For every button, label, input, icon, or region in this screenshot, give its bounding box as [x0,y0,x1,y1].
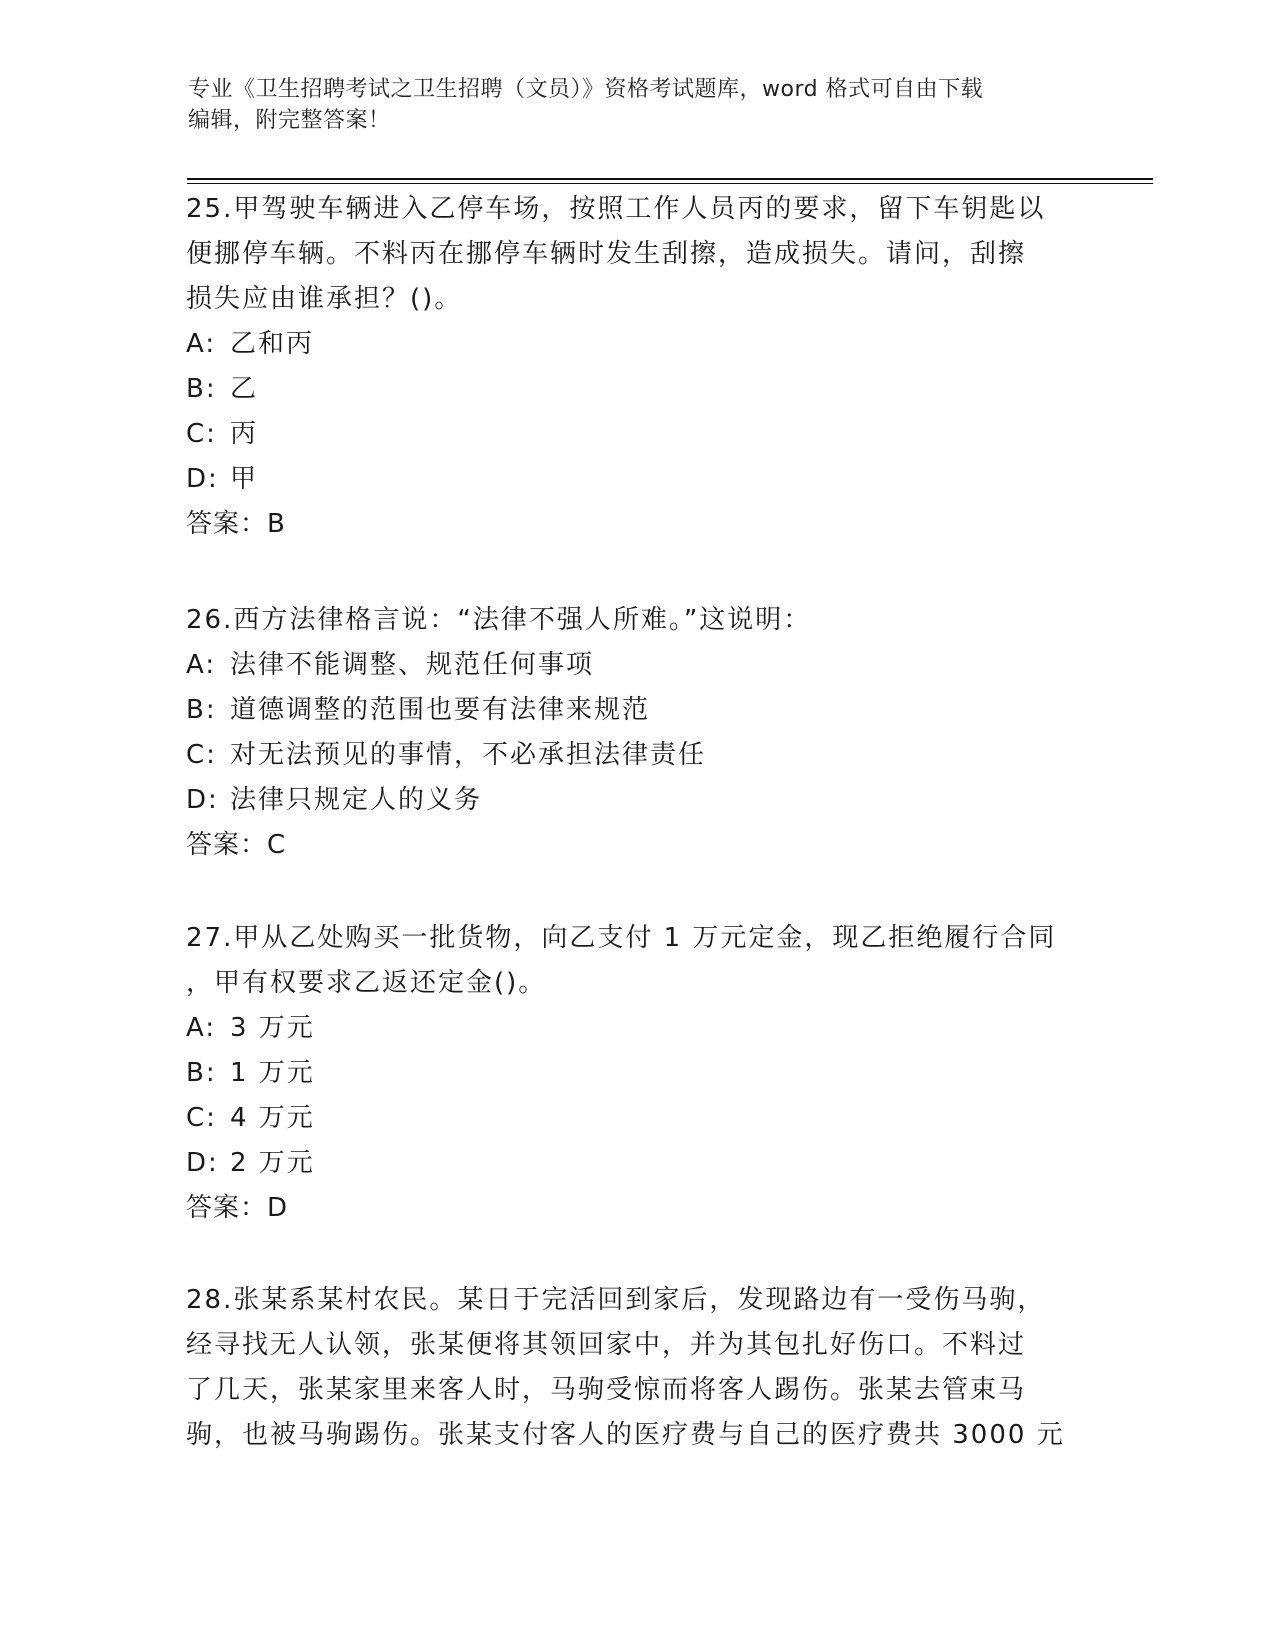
answer-line: 答案：D [186,1193,289,1223]
header-line-1: 专业《卫生招聘考试之卫生招聘（文员）》资格考试题库，word 格式可自由下载 [188,77,984,102]
option-c: C: 4 万元 [186,1103,315,1133]
question-26 [186,598,1086,868]
question-25 [186,187,1086,547]
option-c: C: 对无法预见的事情，不必承担法律责任 [186,740,707,770]
header-divider-thin [187,183,1153,184]
option-c: C: 丙 [186,419,259,449]
question-stem-line: 27.甲从乙处购买一批货物，向乙支付 1 万元定金，现乙拒绝履行合同 [186,923,1057,953]
option-b: B: 乙 [186,374,259,404]
question-stem-line: 损失应由谁承担？()。 [186,284,463,314]
question-28 [186,1278,1086,1458]
question-stem-line: 28.张某系某村农民。某日于完活回到家后，发现路边有一受伤马驹， [186,1285,1046,1315]
option-a: A: 乙和丙 [186,329,315,359]
option-a: A: 3 万元 [186,1013,315,1043]
question-27 [186,916,1086,1231]
question-stem-line: 了几天，张某家里来客人时，马驹受惊而将客人踢伤。张某去管束马 [186,1375,1027,1405]
option-d: D: 甲 [186,464,259,494]
question-stem-line: 便挪停车辆。不料丙在挪停车辆时发生刮擦，造成损失。请问，刮擦 [186,239,1027,269]
document-header [188,74,1068,136]
answer-line: 答案：C [186,830,287,860]
option-a: A: 法律不能调整、规范任何事项 [186,650,595,680]
question-stem-line: 驹，也被马驹踢伤。张某支付客人的医疗费与自己的医疗费共 3000 元 [186,1420,1065,1450]
option-d: D: 法律只规定人的义务 [186,785,483,815]
answer-line: 答案：B [186,509,286,539]
question-stem-line: 26.西方法律格言说：“法律不强人所难。”这说明： [186,605,812,635]
option-b: B: 道德调整的范围也要有法律来规范 [186,695,651,725]
question-stem-line: ，甲有权要求乙返还定金()。 [186,968,547,998]
question-stem-line: 25.甲驾驶车辆进入乙停车场，按照工作人员丙的要求，留下车钥匙以 [186,194,1046,224]
option-d: D: 2 万元 [186,1148,315,1178]
question-stem-line: 经寻找无人认领，张某便将其领回家中，并为其包扎好伤口。不料过 [186,1330,1027,1360]
option-b: B: 1 万元 [186,1058,315,1088]
header-line-2: 编辑，附完整答案！ [188,108,391,133]
header-divider-thick [187,178,1153,180]
